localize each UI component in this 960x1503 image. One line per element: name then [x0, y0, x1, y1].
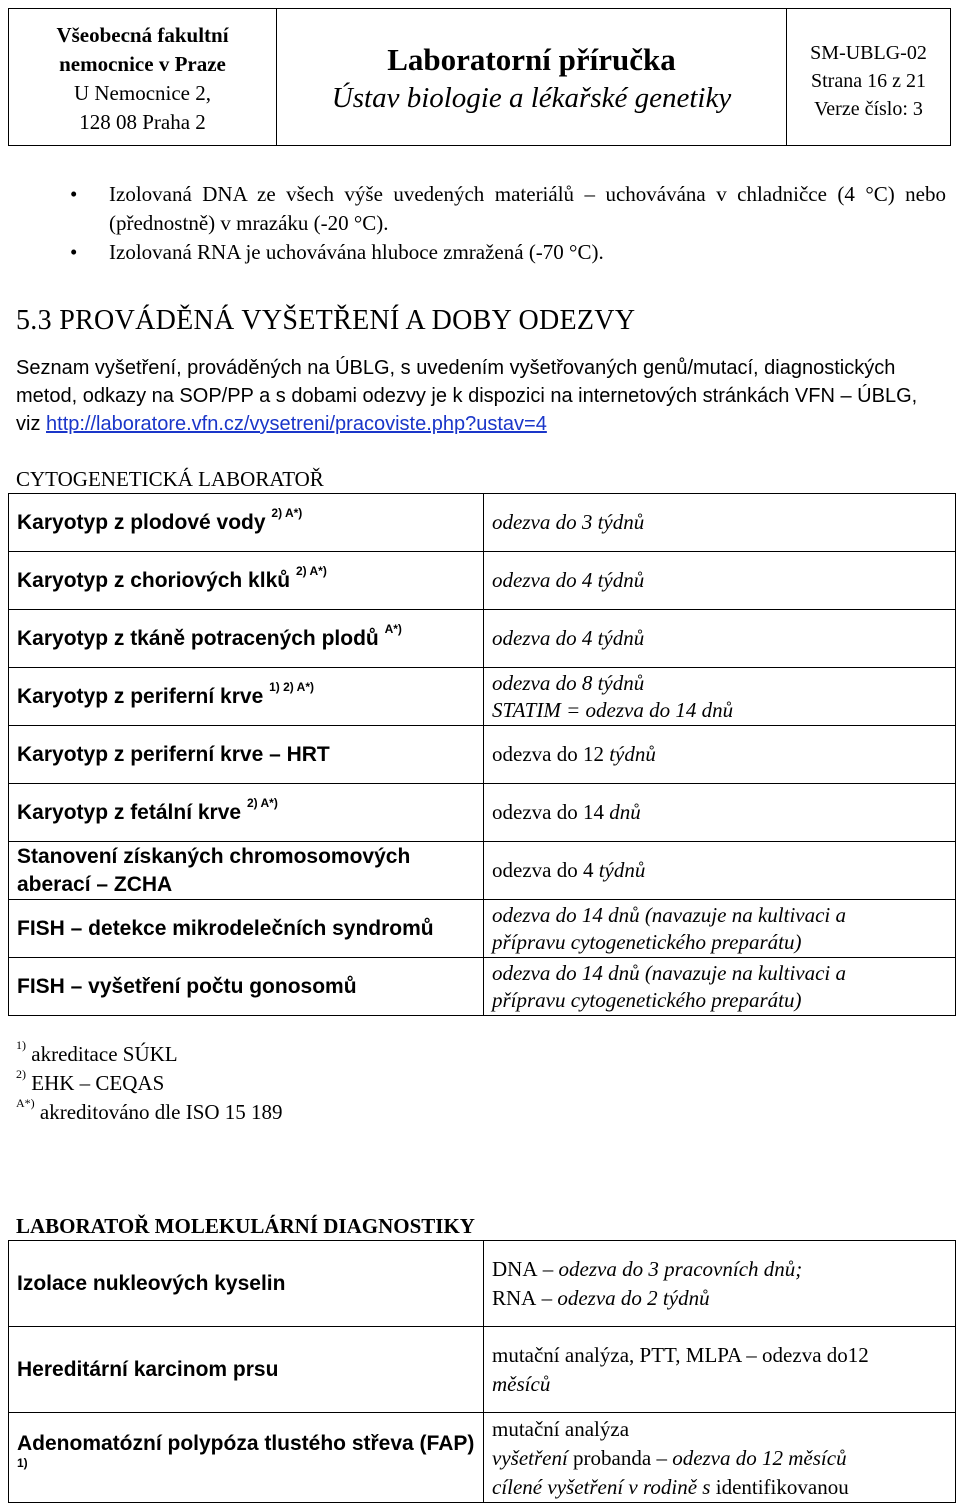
table-row [9, 552, 956, 610]
section-intro [16, 354, 946, 438]
exam-name: Adenomatózní polypóza tlustého střeva (FAP) $^{1)}$ [9, 1413, 484, 1503]
vfn-link[interactable]: http://laboratore.vfn.cz/vysetreni/pracoviste.php?ustav=4 [46, 413, 547, 435]
document-subtitle: Ústav biologie a lékařské genetiky [331, 82, 732, 114]
table-row [9, 958, 956, 1016]
title-block [277, 9, 787, 145]
intro-text: Seznam vyšetření, prováděných na ÚBLG, s uvedením vyšetřovaných genů/mutací, diagnostických metod, odkazy na SOP/PP a s dobami odezvy je k dispozici na internetových stránkách VFN – ÚBLG, viz [16, 357, 918, 435]
institution-line-1: Všeobecná fakultní [56, 23, 229, 47]
institution-block [9, 9, 277, 145]
table-row [9, 726, 956, 784]
section-heading: 5.3 PROVÁDĚNÁ VYŠETŘENÍ A DOBY ODEZVY [16, 305, 636, 336]
exam-name: Karyotyp z tkáně potracených plodů $^{A*)}$ [9, 610, 484, 668]
exam-name: Karyotyp z choriových klků $^{2) A*)}$ [9, 552, 484, 610]
table-row [9, 842, 956, 900]
bullet-item [72, 238, 604, 267]
response-time: odezva do 4 týdnů [484, 610, 956, 668]
institution-line-2: nemocnice v Praze [59, 52, 226, 76]
document-title: Laboratorní příručka [387, 42, 676, 77]
doc-code: SM-UBLG-02 [810, 42, 927, 64]
table-row [9, 494, 956, 552]
mol-title: LABORATOŘ MOLEKULÁRNÍ DIAGNOSTIKY [16, 1214, 475, 1238]
table-row [9, 784, 956, 842]
footnote: $^{2)}$ EHK – CEQAS [16, 1067, 165, 1095]
response-time: odezva do 3 týdnů [484, 494, 956, 552]
bullet-text: Izolovaná RNA je uchovávána hluboce zmražená (-70 °C). [109, 240, 604, 264]
footnote: $^{1)}$ akreditace SÚKL [16, 1038, 178, 1066]
response-time: mutační analýza vyšetření probanda – odezva do 12 měsíců cílené vyšetření v rodině s identifikovanou [484, 1413, 956, 1503]
response-time: DNA – odezva do 3 pracovních dnů; RNA – odezva do 2 týdnů [484, 1241, 956, 1327]
footnote: $^{A*)}$ akreditováno dle ISO 15 189 [16, 1096, 283, 1124]
mol-table [8, 1240, 956, 1503]
document-header [8, 8, 951, 146]
table-row [9, 668, 956, 726]
exam-name: Karyotyp z periferní krve $^{1) 2) A*)}$ [9, 668, 484, 726]
bullet-icon: • [70, 182, 78, 206]
exam-name: FISH – detekce mikrodelečních syndromů [9, 900, 484, 958]
table-row [9, 610, 956, 668]
doc-info-block [787, 9, 950, 145]
response-time: odezva do 4 týdnů [484, 552, 956, 610]
exam-name: Karyotyp z periferní krve – HRT [9, 726, 484, 784]
cyto-table [8, 493, 956, 1016]
institution-line-4: 128 08 Praha 2 [79, 110, 206, 134]
bullet-text: Izolovaná DNA ze všech výše uvedených materiálů – uchovávána v chladničce (4 °C) nebo (přednostně) v mrazáku (-20 °C). [109, 182, 946, 235]
table-row [9, 1413, 956, 1503]
institution-line-3: U Nemocnice 2, [73, 81, 212, 105]
response-time: odezva do 14 dnů (navazuje na kultivaci a přípravu cytogenetického preparátu) [484, 958, 956, 1016]
bullet-icon: • [70, 240, 78, 264]
response-time: mutační analýza, PTT, MLPA – odezva do12 měsíců [484, 1327, 956, 1413]
footnotes [16, 1040, 283, 1127]
response-time: odezva do 8 týdnů STATIM = odezva do 14 dnů [484, 668, 956, 726]
exam-name: Karyotyp z fetální krve $^{2) A*)}$ [9, 784, 484, 842]
response-time: odezva do 4 týdnů [484, 842, 956, 900]
exam-name: Hereditární karcinom prsu [9, 1327, 484, 1413]
table-row [9, 1241, 956, 1327]
bullet-item [72, 180, 946, 238]
exam-name: Karyotyp z plodové vody $^{2) A*)}$ [9, 494, 484, 552]
exam-name: Stanovení získaných chromosomových aberací – ZCHA [9, 842, 484, 900]
exam-name: Izolace nukleových kyselin [9, 1241, 484, 1327]
cyto-title: CYTOGENETICKÁ LABORATOŘ [16, 467, 324, 491]
response-time: odezva do 14 dnů (navazuje na kultivaci a přípravu cytogenetického preparátu) [484, 900, 956, 958]
page-number: Strana 16 z 21 [811, 70, 926, 92]
response-time: odezva do 12 týdnů [484, 726, 956, 784]
table-row [9, 900, 956, 958]
table-row [9, 1327, 956, 1413]
response-time: odezva do 14 dnů [484, 784, 956, 842]
version-number: Verze číslo: 3 [814, 98, 923, 120]
exam-name: FISH – vyšetření počtu gonosomů [9, 958, 484, 1016]
